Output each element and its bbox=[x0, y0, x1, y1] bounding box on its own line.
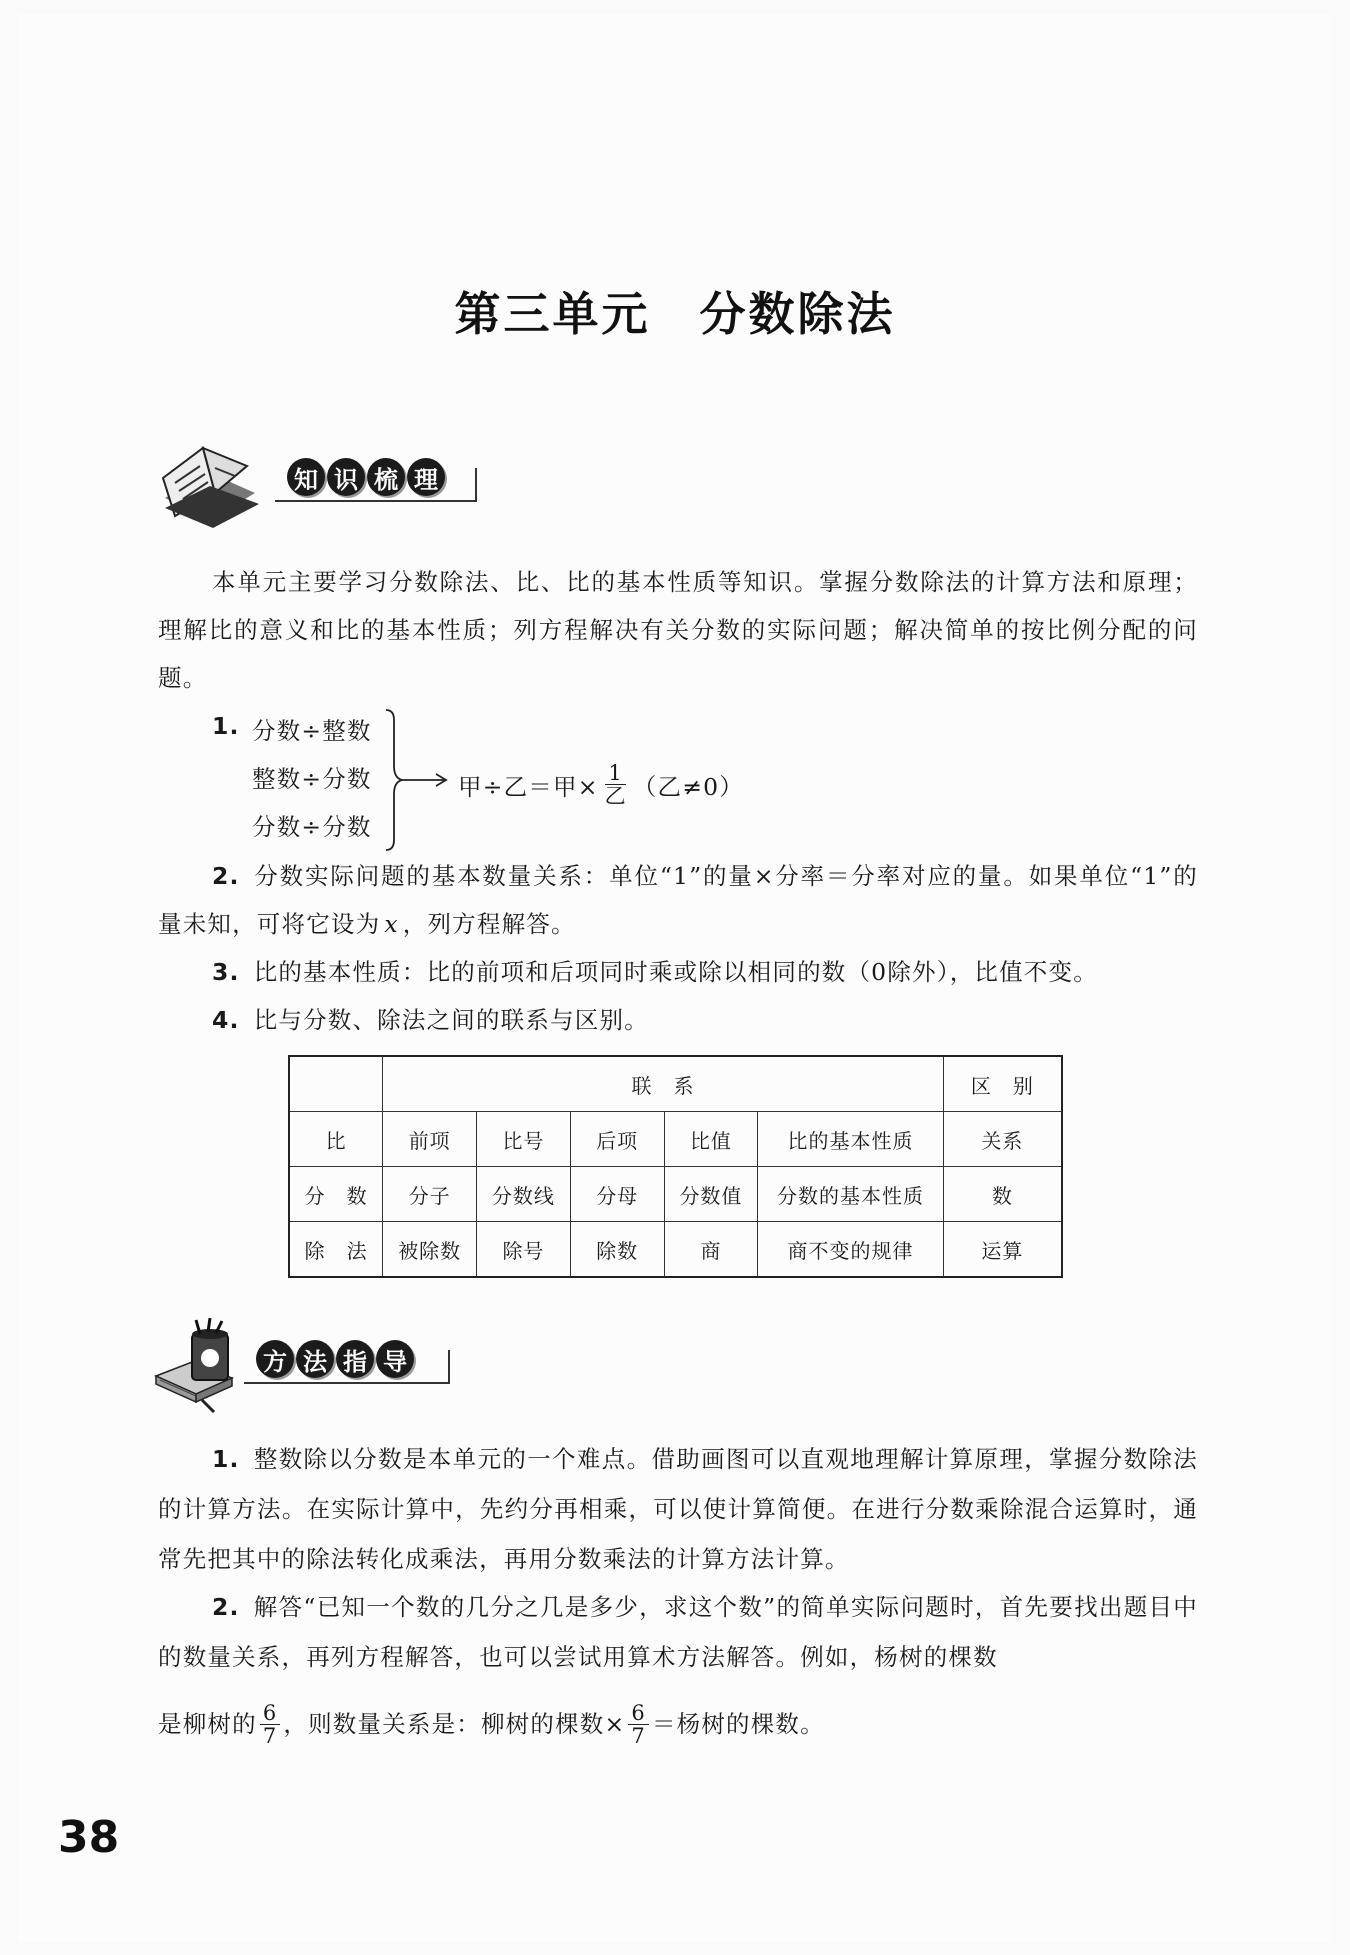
table-cell: 数 bbox=[943, 1167, 1062, 1222]
formula-line: 分数÷整数 bbox=[252, 717, 372, 745]
section-badge-char: 识 bbox=[327, 458, 365, 496]
table-cell: 除数 bbox=[570, 1222, 664, 1278]
table-cell: 后项 bbox=[570, 1112, 664, 1167]
table-cell: 比号 bbox=[477, 1112, 571, 1167]
section-header-method bbox=[152, 1318, 462, 1408]
formula-line: 整数÷分数 bbox=[252, 765, 372, 793]
table-cell: 商不变的规律 bbox=[758, 1222, 943, 1278]
method-paragraph: 1. 整数除以分数是本单元的一个难点。借助画图可以直观地理解计算原理，掌握分数除法的计算方法。在实际计算中，先约分再相乘，可以使计算简便。在进行分数乘除混合运算时，通常先把其中的除法转化成乘法，再用分数乘法的计算方法计算。 bbox=[158, 1445, 1198, 1573]
table-cell bbox=[289, 1056, 383, 1112]
section-badge-char: 法 bbox=[296, 1340, 334, 1378]
method-example-line: 是柳树的 $\frac{6}{7}$ ，则数量关系是：柳树的棵数× $\frac{6}{7}$ ＝杨树的棵数。 bbox=[158, 1700, 825, 1748]
table-cell: 分数线 bbox=[477, 1167, 571, 1222]
table-cell: 被除数 bbox=[383, 1222, 477, 1278]
table-header-cell: 联 系 bbox=[383, 1056, 943, 1112]
table-row bbox=[289, 1112, 1062, 1167]
list-item: 2. 分数实际问题的基本数量关系：单位“1”的量×分率＝分率对应的量。如果单位“1”的量未知，可将它设为 x ，列方程解答。 bbox=[158, 862, 1198, 938]
table-cell: 除 法 bbox=[289, 1222, 383, 1278]
section-badge-char: 理 bbox=[407, 458, 445, 496]
table-cell: 商 bbox=[664, 1222, 758, 1278]
formula-line: 分数÷分数 bbox=[252, 813, 372, 841]
chapter-title: 第三单元 分数除法 bbox=[454, 287, 896, 341]
fraction: $\frac{6}{7}$ bbox=[260, 1702, 281, 1747]
table-cell: 前项 bbox=[383, 1112, 477, 1167]
section-badge-char: 知 bbox=[287, 458, 325, 496]
header-underline bbox=[275, 468, 477, 502]
item-number: 1. bbox=[212, 1445, 240, 1473]
table-row bbox=[289, 1056, 1062, 1112]
table-cell: 分子 bbox=[383, 1167, 477, 1222]
table-row bbox=[289, 1167, 1062, 1222]
brace-arrow-icon bbox=[384, 706, 454, 856]
table-cell: 分数的基本性质 bbox=[758, 1167, 943, 1222]
table-row bbox=[289, 1222, 1062, 1278]
list-item: 4. 比与分数、除法之间的联系与区别。 bbox=[212, 1006, 649, 1034]
item-number: 2. bbox=[212, 862, 240, 890]
item-number: 2. bbox=[212, 1593, 240, 1621]
item-number: 4. bbox=[212, 1006, 240, 1034]
table-cell: 运算 bbox=[943, 1222, 1062, 1278]
method-paragraph: 2. 解答“已知一个数的几分之几是多少，求这个数”的简单实际问题时，首先要找出题目中的数量关系，再列方程解答，也可以尝试用算术方法解答。例如，杨树的棵数 bbox=[158, 1593, 1198, 1671]
table-header-cell: 区 别 bbox=[943, 1056, 1062, 1112]
list-item: 3. 比的基本性质：比的前项和后项同时乘或除以相同的数（0除外），比值不变。 bbox=[212, 958, 1098, 986]
header-underline bbox=[244, 1350, 450, 1384]
table-cell: 分 数 bbox=[289, 1167, 383, 1222]
table-cell: 比值 bbox=[664, 1112, 758, 1167]
book-icon bbox=[155, 438, 265, 528]
formula-expression: 甲÷乙＝甲× $\frac{1}{\text{乙}}$ （乙≠0） bbox=[458, 761, 744, 808]
page-number: 38 bbox=[58, 1812, 120, 1863]
section-badge-char: 梳 bbox=[367, 458, 405, 496]
division-formula bbox=[212, 706, 912, 856]
section-badge-char: 指 bbox=[336, 1340, 374, 1378]
table-cell: 比 bbox=[289, 1112, 383, 1167]
section-badge-char: 方 bbox=[256, 1340, 294, 1378]
comparison-table bbox=[288, 1055, 1063, 1278]
table-cell: 分母 bbox=[570, 1167, 664, 1222]
table-cell: 关系 bbox=[943, 1112, 1062, 1167]
table-cell: 除号 bbox=[477, 1222, 571, 1278]
intro-paragraph: 本单元主要学习分数除法、比、比的基本性质等知识。掌握分数除法的计算方法和原理；理解比的意义和比的基本性质；列方程解决有关分数的实际问题；解决简单的按比例分配的问题。 bbox=[158, 568, 1198, 692]
section-header-knowledge bbox=[155, 438, 485, 528]
item-number: 1. bbox=[212, 712, 240, 740]
item-number: 3. bbox=[212, 958, 240, 986]
table-cell: 比的基本性质 bbox=[758, 1112, 943, 1167]
fraction: $\frac{1}{\text{乙}}$ bbox=[604, 761, 627, 808]
section-badge-char: 导 bbox=[376, 1340, 414, 1378]
table-cell: 分数值 bbox=[664, 1167, 758, 1222]
fraction: $\frac{6}{7}$ bbox=[628, 1702, 649, 1747]
